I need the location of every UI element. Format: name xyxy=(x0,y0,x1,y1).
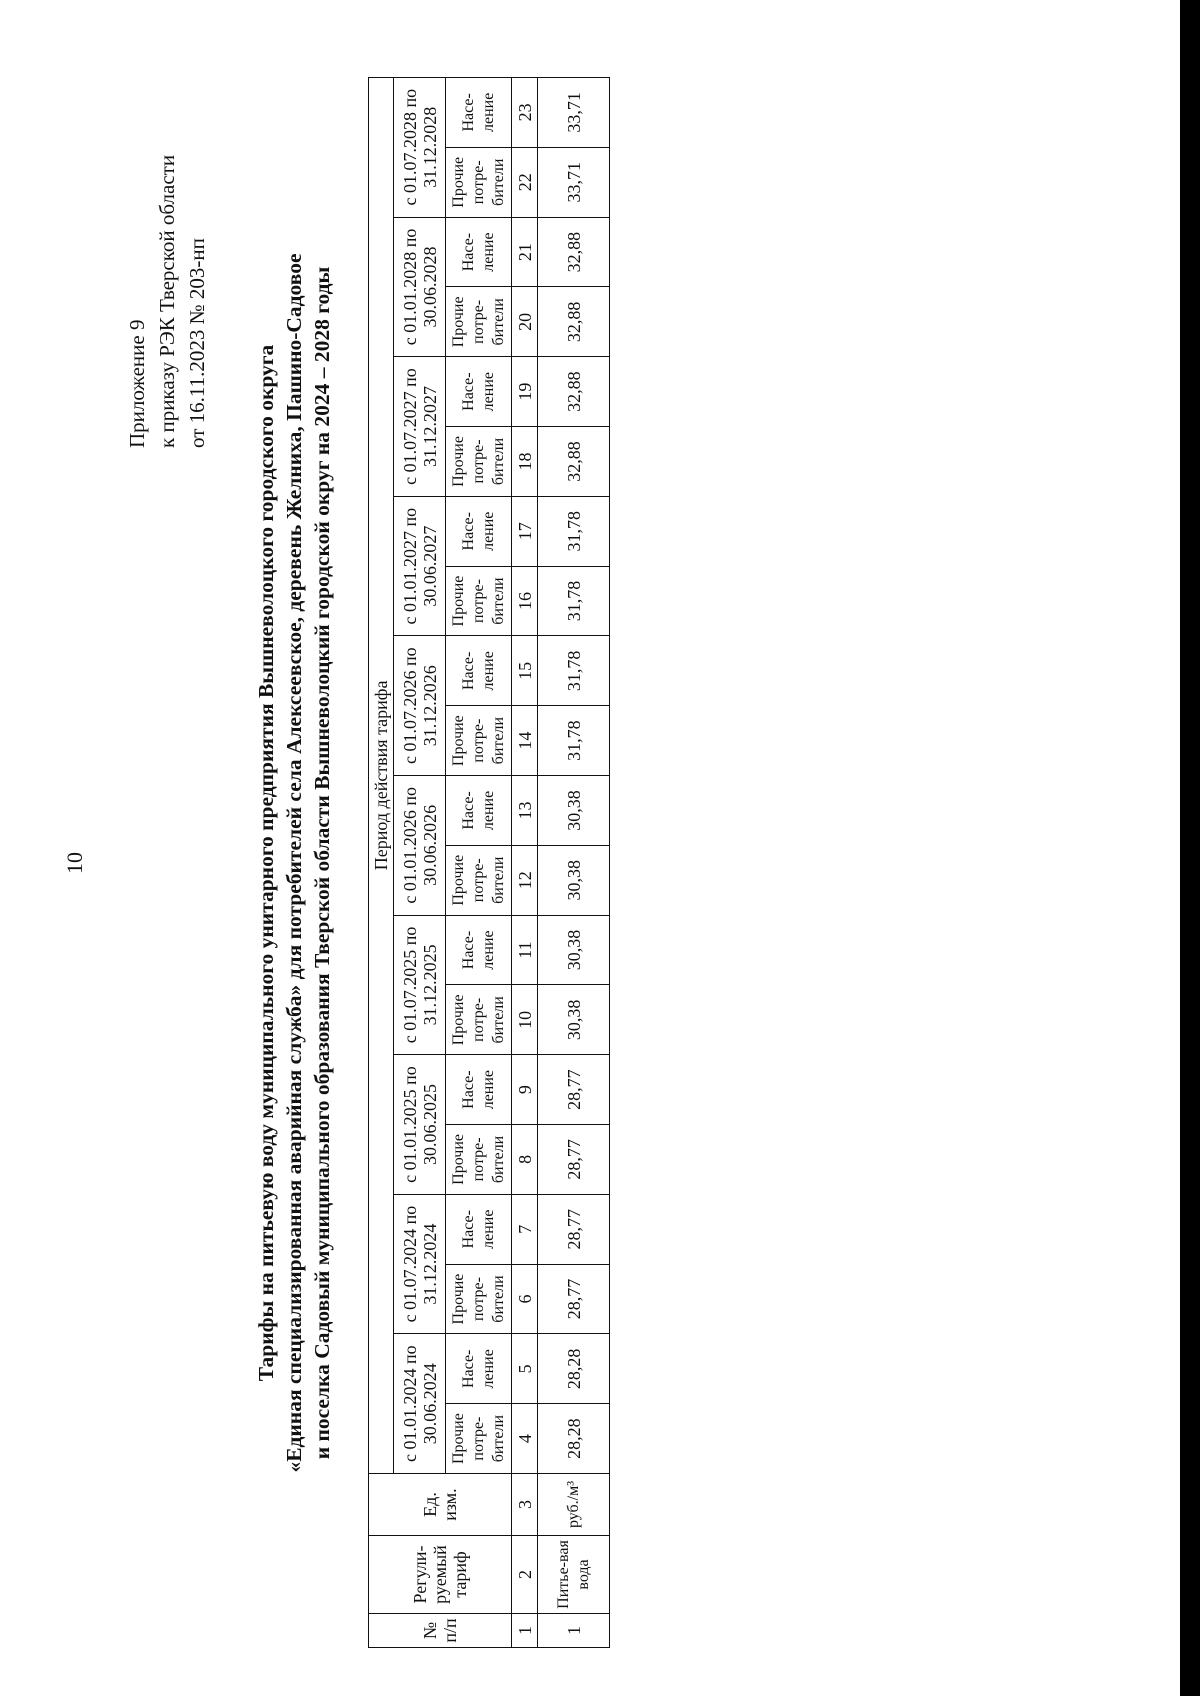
tariff-value-cell: 33,71 xyxy=(538,147,610,217)
period-date-cell: с 01.07.2025 по 31.12.2025 xyxy=(394,915,446,1055)
period-date-cell: с 01.07.2026 по 31.12.2026 xyxy=(394,636,446,776)
column-number-row xyxy=(512,77,538,1647)
consumer-other-cell: Прочие потре-бители xyxy=(446,845,512,915)
period-date-cell: с 01.07.2027 по 31.12.2027 xyxy=(394,357,446,497)
tariff-value-cell: 30,38 xyxy=(538,776,610,846)
column-number-cell: 22 xyxy=(512,147,538,217)
table-row xyxy=(538,77,610,1647)
column-number-cell: 20 xyxy=(512,287,538,357)
column-number-cell: 19 xyxy=(512,357,538,427)
consumer-other-cell: Прочие потре-бители xyxy=(446,287,512,357)
column-number-cell: 6 xyxy=(512,1264,538,1334)
period-date-cell: с 01.07.2028 по 31.12.2028 xyxy=(394,77,446,217)
column-number-cell: 8 xyxy=(512,1125,538,1195)
tariff-value-cell: 32,88 xyxy=(538,427,610,497)
tariff-value-cell: 30,38 xyxy=(538,845,610,915)
header-tariff: Регули-руемый тариф xyxy=(369,1536,512,1614)
heading-line-2: «Единая специализированная аварийная служба» для потребителей села Алексеевское, деревень Желниха, Пашино-Садовое xyxy=(282,253,306,1473)
consumer-population-cell: Насе-ление xyxy=(446,217,512,287)
period-date-cell: с 01.01.2024 по 30.06.2024 xyxy=(394,1334,446,1474)
tariff-value-cell: 28,77 xyxy=(538,1264,610,1334)
scan-edge-bar xyxy=(1180,0,1200,1696)
tariff-value-cell: 30,38 xyxy=(538,915,610,985)
consumer-other-cell: Прочие потре-бители xyxy=(446,706,512,776)
consumer-population-cell: Насе-ление xyxy=(446,1055,512,1125)
column-number-cell: 13 xyxy=(512,776,538,846)
column-number-cell: 3 xyxy=(512,1474,538,1536)
column-number-cell: 21 xyxy=(512,217,538,287)
cell-row-tariff: Питье-вая вода xyxy=(538,1536,610,1614)
tariff-value-cell: 32,88 xyxy=(538,357,610,427)
column-number-cell: 5 xyxy=(512,1334,538,1404)
consumer-other-cell: Прочие потре-бители xyxy=(446,147,512,217)
page-number: 10 xyxy=(62,852,87,874)
column-number-cell: 12 xyxy=(512,845,538,915)
annex-line-1: Приложение 9 xyxy=(125,319,149,448)
tariff-value-cell: 31,78 xyxy=(538,496,610,566)
period-date-cell: с 01.01.2028 по 30.06.2028 xyxy=(394,217,446,357)
tariff-value-cell: 28,28 xyxy=(538,1334,610,1404)
column-number-cell: 7 xyxy=(512,1194,538,1264)
annex-line-2: к приказу РЭК Тверской области xyxy=(155,154,179,448)
column-number-cell: 9 xyxy=(512,1055,538,1125)
column-number-cell: 11 xyxy=(512,915,538,985)
tariff-value-cell: 30,38 xyxy=(538,985,610,1055)
period-date-cell: с 01.01.2026 по 30.06.2026 xyxy=(394,776,446,916)
consumer-other-cell: Прочие потре-бители xyxy=(446,1404,512,1474)
tariff-value-cell: 28,77 xyxy=(538,1125,610,1195)
tariff-value-cell: 28,77 xyxy=(538,1055,610,1125)
consumer-population-cell: Насе-ление xyxy=(446,77,512,147)
header-row-consumers xyxy=(446,77,512,1647)
cell-row-no: 1 xyxy=(538,1614,610,1648)
header-row-period xyxy=(369,77,394,1647)
consumer-population-cell: Насе-ление xyxy=(446,357,512,427)
column-number-cell: 4 xyxy=(512,1404,538,1474)
column-number-cell: 2 xyxy=(512,1536,538,1614)
consumer-other-cell: Прочие потре-бители xyxy=(446,985,512,1055)
consumer-other-cell: Прочие потре-бители xyxy=(446,566,512,636)
period-date-cell: с 01.01.2027 по 30.06.2027 xyxy=(394,496,446,636)
consumer-population-cell: Насе-ление xyxy=(446,636,512,706)
period-date-cell: с 01.07.2024 по 31.12.2024 xyxy=(394,1194,446,1334)
consumer-other-cell: Прочие потре-бители xyxy=(446,427,512,497)
header-period: Период действия тарифа xyxy=(369,77,394,1473)
column-number-cell: 18 xyxy=(512,427,538,497)
column-number-cell: 1 xyxy=(512,1614,538,1648)
column-number-cell: 23 xyxy=(512,77,538,147)
tariff-value-cell: 33,71 xyxy=(538,77,610,147)
column-number-cell: 14 xyxy=(512,706,538,776)
consumer-other-cell: Прочие потре-бители xyxy=(446,1264,512,1334)
tariff-value-cell: 28,77 xyxy=(538,1194,610,1264)
tariff-value-cell: 31,78 xyxy=(538,706,610,776)
header-row-dates xyxy=(394,77,446,1647)
cell-row-unit: руб./м³ xyxy=(538,1474,610,1536)
column-number-cell: 15 xyxy=(512,636,538,706)
tariff-value-cell: 28,28 xyxy=(538,1404,610,1474)
tariff-table xyxy=(368,77,610,1648)
header-no: № п/п xyxy=(369,1614,512,1648)
column-number-cell: 10 xyxy=(512,985,538,1055)
tariff-value-cell: 31,78 xyxy=(538,636,610,706)
consumer-population-cell: Насе-ление xyxy=(446,1194,512,1264)
rotated-page xyxy=(0,48,1170,1678)
tariff-table-body xyxy=(369,77,610,1647)
annex-line-3: от 16.11.2023 № 203-нп xyxy=(185,238,209,448)
consumer-population-cell: Насе-ление xyxy=(446,776,512,846)
tariff-value-cell: 32,88 xyxy=(538,217,610,287)
column-number-cell: 16 xyxy=(512,566,538,636)
heading-line-3: и поселка Садовый муниципального образования Тверской области Вышневолоцкий городской округ на 2024 – 2028 годы xyxy=(310,266,334,1460)
tariff-value-cell: 31,78 xyxy=(538,566,610,636)
consumer-population-cell: Насе-ление xyxy=(446,1334,512,1404)
heading-line-1: Тарифы на питьевую воду муниципального унитарного предприятия Вышневолоцкого городского округа xyxy=(254,344,278,1382)
document-heading xyxy=(252,108,336,1618)
tariff-value-cell: 32,88 xyxy=(538,287,610,357)
header-unit: Ед. изм. xyxy=(369,1474,512,1536)
consumer-population-cell: Насе-ление xyxy=(446,915,512,985)
consumer-other-cell: Прочие потре-бители xyxy=(446,1125,512,1195)
period-date-cell: с 01.01.2025 по 30.06.2025 xyxy=(394,1055,446,1195)
consumer-population-cell: Насе-ление xyxy=(446,496,512,566)
annex-block xyxy=(122,68,212,448)
column-number-cell: 17 xyxy=(512,496,538,566)
